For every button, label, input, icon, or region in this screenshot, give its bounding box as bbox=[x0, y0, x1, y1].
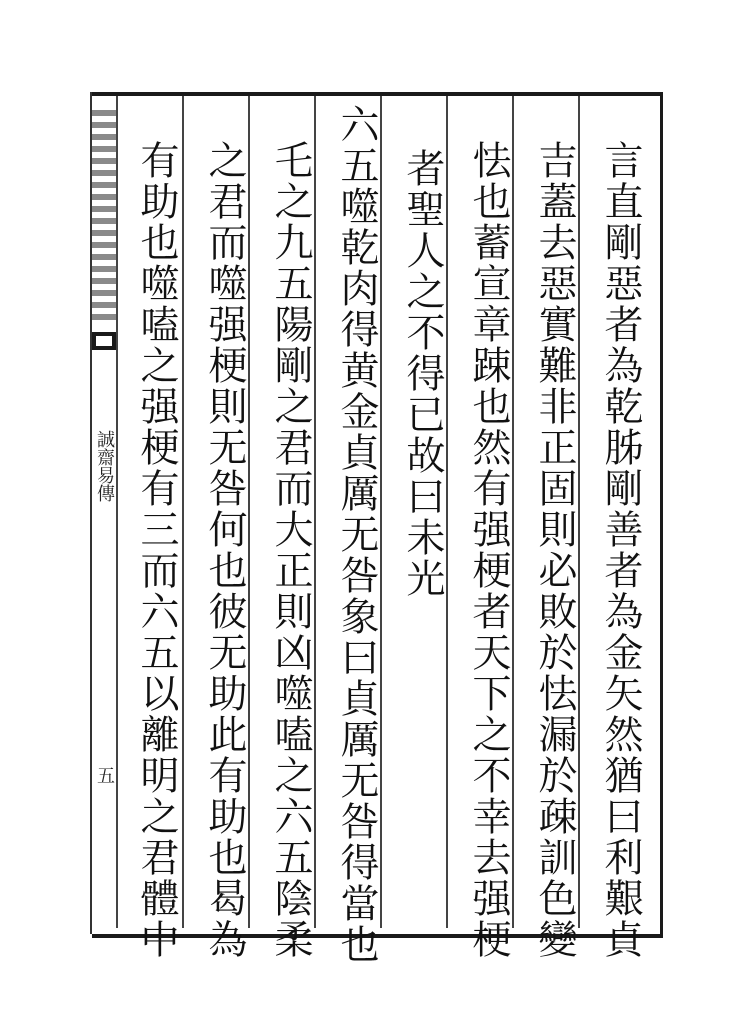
text-column-2: 吉蓋去惡實難非正固則必敗於怯漏於疎訓色變 bbox=[532, 140, 577, 960]
fishtail-mark-icon bbox=[92, 332, 116, 350]
text-column-7: 之君而噬强梗則无咎何也彼无助此有助也曷為 bbox=[202, 140, 247, 960]
text-column-6: 乇之九五陽剛之君而大正則凶噬嗑之六五陰柔 bbox=[268, 140, 313, 960]
fore-edge-faded-text bbox=[92, 110, 116, 320]
text-column-5: 六五噬乾肉得黄金貞厲无咎象曰貞厲无咎得當也 bbox=[334, 104, 379, 965]
text-column-8: 有助也噬嗑之强梗有三而六五以離明之君體中 bbox=[134, 140, 179, 960]
page-number: 五 bbox=[94, 766, 115, 784]
text-column-3: 怯也蓄宣章踈也然有强梗者天下之不幸去强梗 bbox=[466, 140, 511, 960]
text-column-1: 言直剛惡者為乾胏剛善者為金矢然猶曰利艱貞 bbox=[598, 140, 643, 960]
text-column-4: 者聖人之不得已故曰未光 bbox=[400, 148, 445, 599]
book-title: 誠齋易傳 bbox=[94, 430, 115, 502]
column-rule bbox=[116, 96, 118, 928]
